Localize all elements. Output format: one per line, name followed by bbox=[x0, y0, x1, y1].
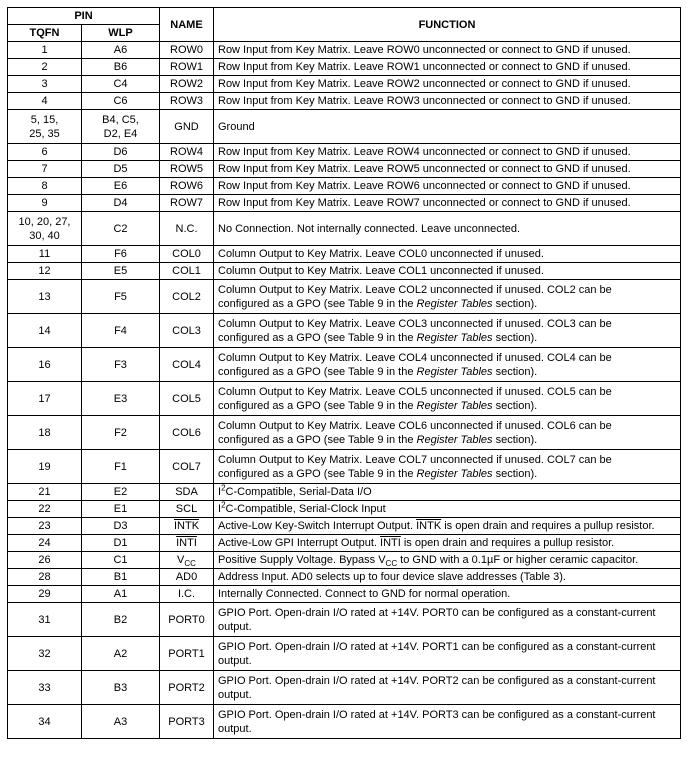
function-cell: Column Output to Key Matrix. Leave COL5 unconnected if unused. COL5 can be configured as a GPO (see Table 9 in the Register Tables section). bbox=[214, 382, 681, 416]
wlp-header: WLP bbox=[82, 25, 160, 42]
wlp-cell: F1 bbox=[82, 450, 160, 484]
table-row bbox=[8, 178, 681, 195]
name-cell: PORT1 bbox=[160, 637, 214, 671]
name-cell: INTI bbox=[160, 535, 214, 552]
function-cell: Column Output to Key Matrix. Leave COL0 unconnected if unused. bbox=[214, 246, 681, 263]
tqfn-cell: 3 bbox=[8, 76, 82, 93]
tqfn-cell: 22 bbox=[8, 501, 82, 518]
wlp-cell: D1 bbox=[82, 535, 160, 552]
name-cell: AD0 bbox=[160, 569, 214, 586]
table-row bbox=[8, 671, 681, 705]
wlp-cell: B6 bbox=[82, 59, 160, 76]
tqfn-cell: 13 bbox=[8, 280, 82, 314]
tqfn-cell: 6 bbox=[8, 144, 82, 161]
wlp-cell: A3 bbox=[82, 705, 160, 739]
wlp-cell: E3 bbox=[82, 382, 160, 416]
name-header: NAME bbox=[160, 8, 214, 42]
wlp-cell: D3 bbox=[82, 518, 160, 535]
wlp-cell: F3 bbox=[82, 348, 160, 382]
tqfn-cell: 31 bbox=[8, 603, 82, 637]
table-row bbox=[8, 212, 681, 246]
name-cell: COL3 bbox=[160, 314, 214, 348]
tqfn-cell: 4 bbox=[8, 93, 82, 110]
wlp-cell: C1 bbox=[82, 552, 160, 569]
table-row bbox=[8, 637, 681, 671]
tqfn-cell: 5, 15, 25, 35 bbox=[8, 110, 82, 144]
name-cell: COL5 bbox=[160, 382, 214, 416]
tqfn-cell: 33 bbox=[8, 671, 82, 705]
name-cell: INTK bbox=[160, 518, 214, 535]
name-cell: COL2 bbox=[160, 280, 214, 314]
table-row bbox=[8, 450, 681, 484]
function-cell: Row Input from Key Matrix. Leave ROW7 unconnected or connect to GND if unused. bbox=[214, 195, 681, 212]
tqfn-cell: 8 bbox=[8, 178, 82, 195]
table-row bbox=[8, 552, 681, 569]
wlp-cell: B2 bbox=[82, 603, 160, 637]
function-cell: Column Output to Key Matrix. Leave COL3 unconnected if unused. COL3 can be configured as a GPO (see Table 9 in the Register Tables section). bbox=[214, 314, 681, 348]
wlp-cell: A1 bbox=[82, 586, 160, 603]
wlp-cell: B3 bbox=[82, 671, 160, 705]
wlp-cell: D5 bbox=[82, 161, 160, 178]
tqfn-cell: 16 bbox=[8, 348, 82, 382]
function-cell: Row Input from Key Matrix. Leave ROW6 unconnected or connect to GND if unused. bbox=[214, 178, 681, 195]
tqfn-cell: 18 bbox=[8, 416, 82, 450]
name-cell: PORT2 bbox=[160, 671, 214, 705]
table-row bbox=[8, 535, 681, 552]
name-cell: ROW7 bbox=[160, 195, 214, 212]
tqfn-cell: 2 bbox=[8, 59, 82, 76]
table-row bbox=[8, 42, 681, 59]
table-row bbox=[8, 161, 681, 178]
tqfn-cell: 21 bbox=[8, 484, 82, 501]
table-row bbox=[8, 93, 681, 110]
wlp-cell: F6 bbox=[82, 246, 160, 263]
table-row bbox=[8, 76, 681, 93]
table-row bbox=[8, 705, 681, 739]
tqfn-cell: 11 bbox=[8, 246, 82, 263]
name-cell: $V_{CC}$ bbox=[160, 552, 214, 569]
table-row bbox=[8, 586, 681, 603]
name-cell: PORT3 bbox=[160, 705, 214, 739]
table-row bbox=[8, 348, 681, 382]
name-cell: PORT0 bbox=[160, 603, 214, 637]
wlp-cell: B4, C5, D2, E4 bbox=[82, 110, 160, 144]
function-cell: GPIO Port. Open-drain I/O rated at +14V. PORT0 can be configured as a constant-current output. bbox=[214, 603, 681, 637]
function-cell: GPIO Port. Open-drain I/O rated at +14V. PORT1 can be configured as a constant-current output. bbox=[214, 637, 681, 671]
name-cell: COL7 bbox=[160, 450, 214, 484]
pin-header: PIN bbox=[8, 8, 160, 25]
wlp-cell: C2 bbox=[82, 212, 160, 246]
name-cell: ROW5 bbox=[160, 161, 214, 178]
tqfn-cell: 28 bbox=[8, 569, 82, 586]
table-row bbox=[8, 246, 681, 263]
name-cell: SCL bbox=[160, 501, 214, 518]
wlp-cell: E6 bbox=[82, 178, 160, 195]
table-row bbox=[8, 501, 681, 518]
function-cell: Ground bbox=[214, 110, 681, 144]
name-cell: ROW0 bbox=[160, 42, 214, 59]
name-cell: ROW1 bbox=[160, 59, 214, 76]
function-cell: Internally Connected. Connect to GND for normal operation. bbox=[214, 586, 681, 603]
table-row bbox=[8, 280, 681, 314]
tqfn-cell: 24 bbox=[8, 535, 82, 552]
table-row bbox=[8, 382, 681, 416]
name-cell: ROW3 bbox=[160, 93, 214, 110]
table-row bbox=[8, 416, 681, 450]
tqfn-cell: 19 bbox=[8, 450, 82, 484]
tqfn-cell: 23 bbox=[8, 518, 82, 535]
name-cell: COL6 bbox=[160, 416, 214, 450]
function-cell: No Connection. Not internally connected. Leave unconnected. bbox=[214, 212, 681, 246]
table-row bbox=[8, 144, 681, 161]
name-cell: COL1 bbox=[160, 263, 214, 280]
tqfn-cell: 17 bbox=[8, 382, 82, 416]
wlp-cell: F5 bbox=[82, 280, 160, 314]
table-row bbox=[8, 110, 681, 144]
function-header: FUNCTION bbox=[214, 8, 681, 42]
function-cell: Row Input from Key Matrix. Leave ROW0 unconnected or connect to GND if unused. bbox=[214, 42, 681, 59]
table-row bbox=[8, 569, 681, 586]
function-cell: Row Input from Key Matrix. Leave ROW5 unconnected or connect to GND if unused. bbox=[214, 161, 681, 178]
function-cell: Column Output to Key Matrix. Leave COL4 unconnected if unused. COL4 can be configured as a GPO (see Table 9 in the Register Tables section). bbox=[214, 348, 681, 382]
name-cell: ROW2 bbox=[160, 76, 214, 93]
wlp-cell: F4 bbox=[82, 314, 160, 348]
function-cell: $I^2C$-Compatible, Serial-Data I/O bbox=[214, 484, 681, 501]
function-cell: Address Input. AD0 selects up to four device slave addresses (Table 3). bbox=[214, 569, 681, 586]
function-cell: Row Input from Key Matrix. Leave ROW1 unconnected or connect to GND if unused. bbox=[214, 59, 681, 76]
function-cell: Active-Low Key-Switch Interrupt Output. INTK is open drain and requires a pullup resistor. bbox=[214, 518, 681, 535]
name-cell: COL4 bbox=[160, 348, 214, 382]
table-row bbox=[8, 314, 681, 348]
function-cell: Positive Supply Voltage. Bypass $V_{CC}$ to GND with a 0.1µF or higher ceramic capacitor. bbox=[214, 552, 681, 569]
wlp-cell: D4 bbox=[82, 195, 160, 212]
pin-description-table bbox=[7, 7, 681, 739]
function-cell: $I^2C$-Compatible, Serial-Clock Input bbox=[214, 501, 681, 518]
wlp-cell: E5 bbox=[82, 263, 160, 280]
function-cell: Row Input from Key Matrix. Leave ROW3 unconnected or connect to GND if unused. bbox=[214, 93, 681, 110]
table-row bbox=[8, 263, 681, 280]
tqfn-cell: 32 bbox=[8, 637, 82, 671]
tqfn-cell: 26 bbox=[8, 552, 82, 569]
name-cell: N.C. bbox=[160, 212, 214, 246]
table-row bbox=[8, 518, 681, 535]
function-cell: Column Output to Key Matrix. Leave COL6 unconnected if unused. COL6 can be configured as a GPO (see Table 9 in the Register Tables section). bbox=[214, 416, 681, 450]
function-cell: Column Output to Key Matrix. Leave COL7 unconnected if unused. COL7 can be configured as a GPO (see Table 9 in the Register Tables section). bbox=[214, 450, 681, 484]
table-row bbox=[8, 59, 681, 76]
wlp-cell: B1 bbox=[82, 569, 160, 586]
wlp-cell: A6 bbox=[82, 42, 160, 59]
function-cell: Row Input from Key Matrix. Leave ROW2 unconnected or connect to GND if unused. bbox=[214, 76, 681, 93]
name-cell: ROW6 bbox=[160, 178, 214, 195]
name-cell: GND bbox=[160, 110, 214, 144]
wlp-cell: E1 bbox=[82, 501, 160, 518]
tqfn-cell: 14 bbox=[8, 314, 82, 348]
tqfn-cell: 9 bbox=[8, 195, 82, 212]
tqfn-cell: 34 bbox=[8, 705, 82, 739]
wlp-cell: D6 bbox=[82, 144, 160, 161]
tqfn-cell: 7 bbox=[8, 161, 82, 178]
wlp-cell: E2 bbox=[82, 484, 160, 501]
table-row bbox=[8, 195, 681, 212]
wlp-cell: A2 bbox=[82, 637, 160, 671]
tqfn-cell: 1 bbox=[8, 42, 82, 59]
function-cell: GPIO Port. Open-drain I/O rated at +14V. PORT2 can be configured as a constant-current output. bbox=[214, 671, 681, 705]
function-cell: Row Input from Key Matrix. Leave ROW4 unconnected or connect to GND if unused. bbox=[214, 144, 681, 161]
table-row bbox=[8, 603, 681, 637]
wlp-cell: F2 bbox=[82, 416, 160, 450]
name-cell: COL0 bbox=[160, 246, 214, 263]
wlp-cell: C6 bbox=[82, 93, 160, 110]
tqfn-header: TQFN bbox=[8, 25, 82, 42]
name-cell: I.C. bbox=[160, 586, 214, 603]
tqfn-cell: 29 bbox=[8, 586, 82, 603]
tqfn-cell: 10, 20, 27, 30, 40 bbox=[8, 212, 82, 246]
name-cell: ROW4 bbox=[160, 144, 214, 161]
wlp-cell: C4 bbox=[82, 76, 160, 93]
function-cell: Column Output to Key Matrix. Leave COL2 unconnected if unused. COL2 can be configured as a GPO (see Table 9 in the Register Tables section). bbox=[214, 280, 681, 314]
function-cell: Active-Low GPI Interrupt Output. INTI is open drain and requires a pullup resistor. bbox=[214, 535, 681, 552]
name-cell: SDA bbox=[160, 484, 214, 501]
function-cell: GPIO Port. Open-drain I/O rated at +14V. PORT3 can be configured as a constant-current output. bbox=[214, 705, 681, 739]
function-cell: Column Output to Key Matrix. Leave COL1 unconnected if unused. bbox=[214, 263, 681, 280]
tqfn-cell: 12 bbox=[8, 263, 82, 280]
table-row bbox=[8, 484, 681, 501]
